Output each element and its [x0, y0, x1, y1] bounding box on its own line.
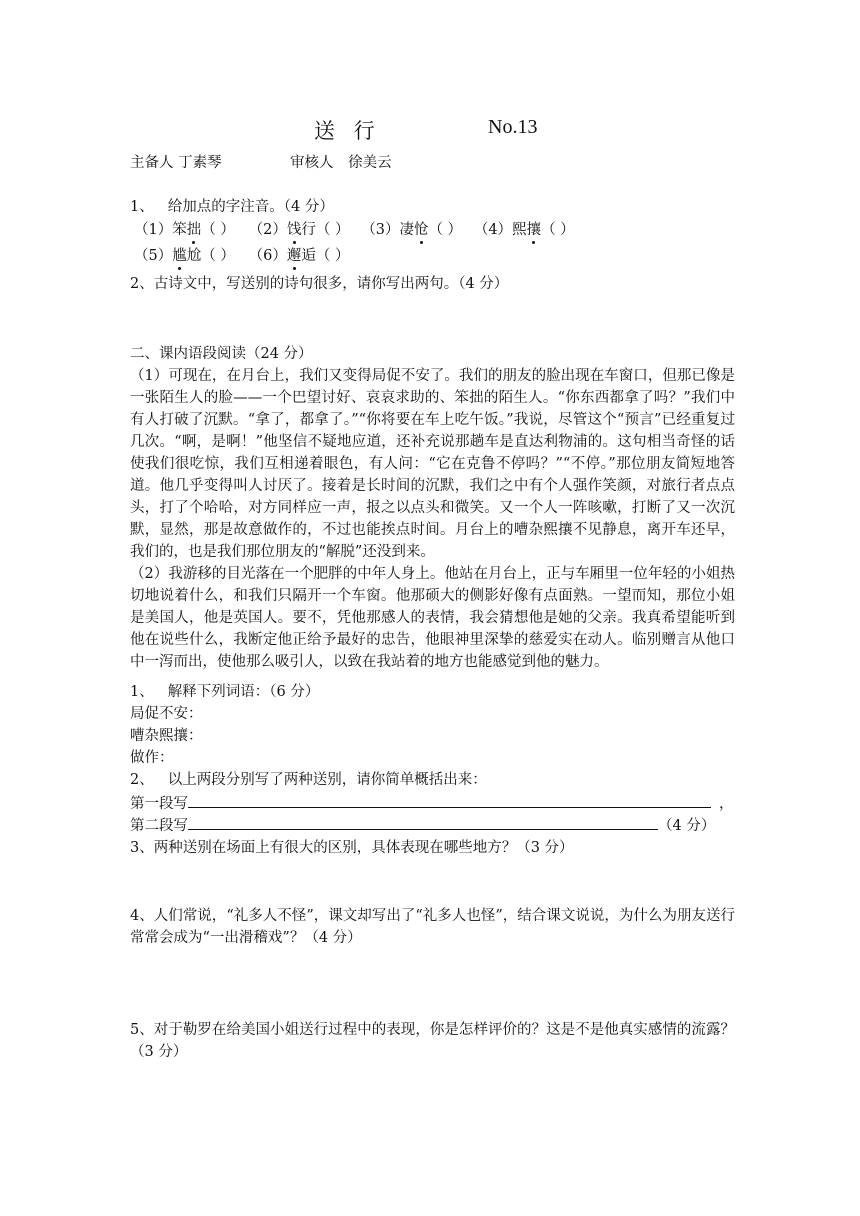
question-text: 解释下列词语：（6 分）: [167, 684, 320, 700]
question-text: 以上两段分别写了两种送别，请你简单概括出来：: [167, 772, 487, 788]
question-number: 2、: [130, 772, 154, 788]
reading-paragraph-1: （1）可现在，在月台上，我们又变得局促不安了。我们的朋友的脸出现在车窗口，但那已像是一张陌生人的脸——一个巴望讨好、哀哀求助的、笨拙的陌生人。“你东西都拿了吗？”我们中有人打破了沉默。“拿了，都拿了。”“你将要在车上吃午饭。”我说，尽管这个“预言”已经重复过几次。“啊，是啊！”他坚信不疑地应道，还补充说那趟车是直达利物浦的。这句相当奇怪的话使我们很吃惊，我们互相递着眼色，有人问：“它在克鲁不停吗？”“不停。”那位朋友简短地答道。他几乎变得叫人讨厌了。接着是长时间的沉默，我们之中有个人强作笑颜，对旅行者点点头，打了个哈哈，对方同样应一声，报之以点头和微笑。又一个人一阵咳嗽，打断了又一次沉默，显然，那是故意做作的，不过也能挨点时间。月台上的嘈杂熙攘不见静息，离开车还早，我们的，也是我们那位朋友的“解脱”还没到来。: [130, 368, 735, 560]
blank-label: 第二段写: [130, 818, 188, 834]
blank-label: 第一段写: [130, 796, 188, 812]
answer-underline[interactable]: [188, 813, 658, 830]
part1-question-1: [130, 196, 334, 218]
answer-line-2[interactable]: [130, 813, 715, 837]
question-number: 1、: [130, 684, 154, 700]
reviewer-label: 审核人: [290, 155, 334, 171]
term-3: 做作：: [130, 750, 174, 766]
preparer-label: 主备人: [130, 155, 174, 171]
part2-question-3: 3、两种送别在场面上有很大的区别，具体表现在哪些地方？（3 分）: [130, 840, 574, 856]
part2-question-2: [130, 769, 487, 791]
blank-end: （4 分）: [658, 818, 716, 834]
part2-heading: 二、课内语段阅读（24 分）: [130, 346, 313, 362]
answer-underline[interactable]: [188, 791, 711, 808]
pinyin-row-2: [134, 245, 357, 267]
term-1: 局促不安：: [130, 706, 203, 722]
reviewer-name: 徐美云: [348, 155, 392, 171]
part2-question-5: 5、对于勒罗在给美国小姐送行过程中的表现，你是怎样评价的？这是不是他真实感情的流露？ （3 分）: [130, 1022, 735, 1060]
pinyin-item: （4）熙攘（ ）: [474, 219, 582, 241]
worksheet-number: No.13: [488, 116, 538, 138]
answer-line-1[interactable]: [130, 791, 734, 815]
pinyin-item: （6）邂逅（ ）: [249, 245, 357, 267]
blank-end: ，: [719, 796, 734, 812]
part1-question-2: 2、古诗文中，写送别的诗句很多，请你写出两句。（4 分）: [130, 276, 509, 292]
reading-paragraph-2: （2）我游移的目光落在一个肥胖的中年人身上。他站在月台上，正与车厢里一位年轻的小姐热切地说着什么，和我们只隔开一个车窗。他那硕大的侧影好像有点面熟。一望而知，那位小姐是美国人，他是英国人。要不，凭他那感人的表情，我会猜想他是她的父亲。我真希望能听到他在说些什么，我断定他正给予最好的忠告，他眼神里深挚的慈爱实在动人。临别赠言从他口中一泻而出，使他那么吸引人，以致在我站着的地方也能感觉到他的魅力。: [130, 566, 735, 670]
pinyin-row-1: [134, 219, 582, 241]
preparer-name: 丁素琴: [178, 155, 222, 171]
pinyin-item: （2）饯行（ ）: [249, 219, 357, 241]
part2-question-4: 4、人们常说，“礼多人不怪”，课文却写出了“礼多人也怪”，结合课文说说，为什么为朋友送行常常会成为“一出滑稽戏”？（4 分）: [130, 908, 735, 946]
question-number: 1、: [130, 199, 154, 215]
page-title: 送 行: [314, 119, 381, 143]
question-text: 给加点的字注音。（4 分）: [167, 199, 334, 215]
reviewer: [290, 152, 392, 174]
preparer: [130, 152, 222, 174]
pinyin-item: （3）凄怆（ ）: [361, 219, 469, 241]
pinyin-item: （5）尴尬（ ）: [134, 245, 244, 267]
part2-question-1: [130, 681, 319, 703]
term-2: 嘈杂熙攘：: [130, 728, 203, 744]
pinyin-item: （1）笨拙（ ）: [134, 219, 244, 241]
